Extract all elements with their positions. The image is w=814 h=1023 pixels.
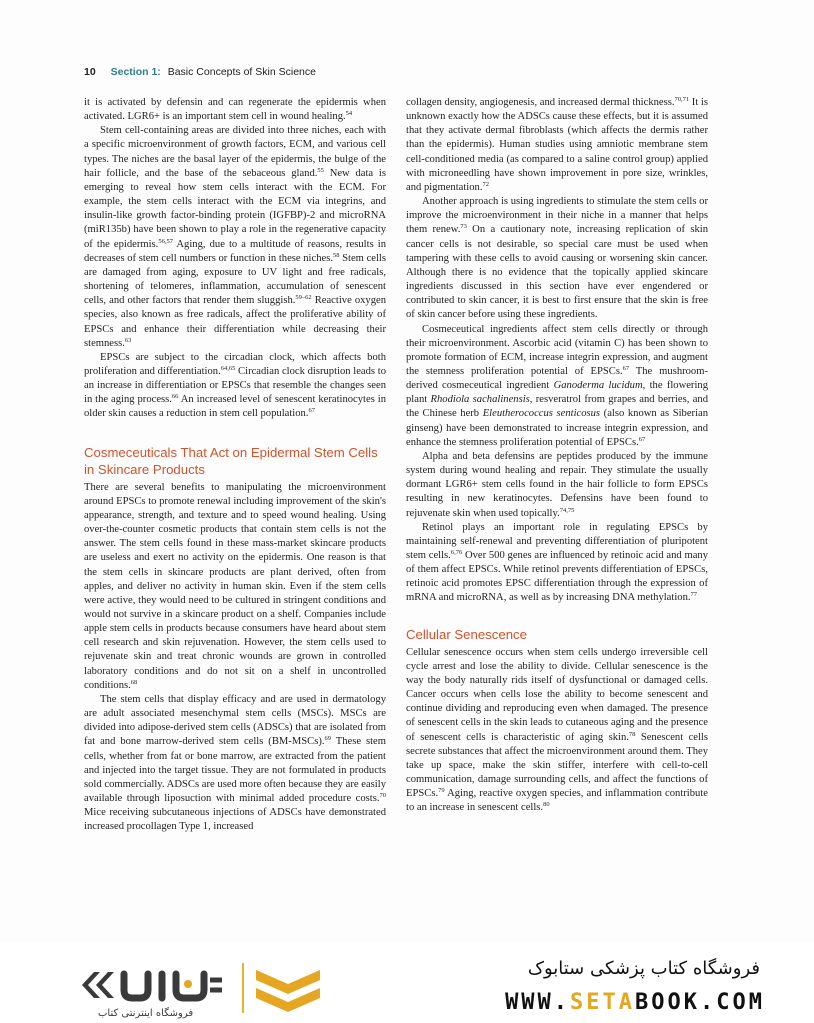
citation: 78 <box>628 730 636 738</box>
citation: 58 <box>332 251 340 259</box>
citation: 77 <box>690 591 698 599</box>
paragraph: The stem cells that display efficacy and are used in dermatology are adult associated mesenchymal stem cells (MSCs). MSCs are divided into adipose-derived stem cells (ADSCs) that are isolated from fat and bone marrow-derived stem cells (BM-MSCs).$^{69}$ These stem cells, whether from fat or bone marrow, are extracted from the patient and injected into the target tissue. They are not formulated in products sold commercially. ADSCs are used more often because they are easily available through liposuction with minimal added procedure costs.$^{70}$ Mice receiving subcutaneous injections of ADSCs have demonstrated increased procollagen Type 1, increased <box>84 693 386 833</box>
citation: 67 <box>638 435 646 443</box>
citation: 59–62 <box>295 294 312 302</box>
citation: 72 <box>482 180 489 188</box>
citation: 70 <box>379 792 386 800</box>
citation: 67 <box>622 364 630 372</box>
citation: 55 <box>317 166 324 174</box>
right-column <box>406 96 708 816</box>
citation: 69 <box>324 735 332 743</box>
chevron-logo-icon <box>252 962 324 1018</box>
citation: 68 <box>130 678 138 686</box>
paragraph: There are several benefits to manipulating the microenvironment around EPSCs to promote renewal including improvement of the skin's appearance, strength, and texture and to speed wound healing. Using over-the-counter cosmetic products that contain stem cells is not the answer. The stem cells found in these mass-market skincare products are useless and exert no activity on the epidermis. One reason is that the stem cells in skincare products are plant derived, often from apples, and deliver no activity in human skin. Even if the stem cells were active, they would need to be cultured in stringent conditions and would not survive in a skincare product on a shelf. Companies include apple stem cells in products because consumers have heard about stem cell research and skin rejuvenation. However, the stem cells used to rejuvenate skin and treat chronic wounds are grown in controlled laboratory conditions and do not sit on a shelf in uncontrolled conditions.$^{68}$ <box>84 481 386 691</box>
divider <box>242 963 244 1013</box>
citation: 79 <box>438 787 445 795</box>
citation: 63 <box>124 336 132 344</box>
citation: 80 <box>543 801 550 809</box>
shop-url: WWW.SETABOOK.COM <box>505 990 765 1015</box>
paragraph: Alpha and beta defensins are peptides produced by the immune system during wound healing and repair. They stimulate the usually dormant LGR6+ stem cells found in the hair follicle to form EPSCs resulting in new keratinocytes. Defensins have been found to rejuvenate skin when used topically.$^{74,75}$ <box>406 450 708 519</box>
left-column <box>84 96 386 835</box>
species-name: Eleutherococcus senticosus <box>482 408 601 420</box>
citation: 54 <box>345 110 353 118</box>
page-number: 10 <box>84 66 96 78</box>
citation: 64,65 <box>220 364 236 372</box>
citation: 56,57 <box>158 237 173 245</box>
section-heading-cosmeceuticals: Cosmeceuticals That Act on Epidermal Stem Cells in Skincare Products <box>84 444 378 477</box>
paragraph: Another approach is using ingredients to stimulate the stem cells or improve the microenvironment in their niche in a manner that helps them renew.$^{73}$ On a cautionary note, increasing replication of skin cancer cells is not desirable, so special care must be used when tampering with these cells to avoid causing or worsening skin cancer. Although there is no evidence that the topically applied skincare ingredients discussed in this section have ever engendered or contributed to skin cancer, it is best to first ensure that the skin is free of skin cancer before using these ingredients. <box>406 196 709 321</box>
citation: 6,76 <box>450 549 463 556</box>
paragraph: Cosmeceutical ingredients affect stem cells directly or through their microenvironment. Ascorbic acid (vitamin C) has been shown to promote formation of ECM, increase integrin expression, and augment the stemness proliferation potential of EPSCs.$^{67}$ The mushroom-derived cosmeceutical ingredient Ganoderma lucidum, the flowering plant Rhodiola sachalinensis, resveratrol from grapes and berries, and the Chinese herb Eleutherococcus senticosus (also known as Siberian ginseng) have been demonstrated to increase integrin expression, and enhance the stemness proliferation potential of EPSCs.$^{67}$ <box>406 323 709 448</box>
shop-title: فروشگاه کتاب پزشکی ستابوک <box>527 958 760 979</box>
paragraph: collagen density, angiogenesis, and increased dermal thickness.$^{70,71}$ It is unknown exactly how the ADSCs cause these effects, but it is assumed that they activate dermal fibroblasts (which affects the dermis rather than the epidermis). Human studies using amniotic membrane stem cell-conditioned media (as compared to a saline control group) applied with microneedling have shown improvement in pore size, wrinkles, and pigmentation.$^{72}$ <box>406 96 708 193</box>
running-header <box>84 66 316 78</box>
setabook-logo-icon <box>78 960 228 1010</box>
citation: 67 <box>308 407 315 415</box>
section-title: Basic Concepts of Skin Science <box>167 66 316 78</box>
species-name: Rhodiola sachalinensis <box>430 394 530 406</box>
section-label: Section 1: <box>110 66 161 78</box>
citation: 73 <box>460 223 467 231</box>
paragraph: EPSCs are subject to the circadian clock, which affects both proliferation and differentiation.$^{64,65}$ Circadian clock disruption leads to an increase in differentiation or EPSCs that resemble the changes seen in the aging process.$^{66}$ An increased level of senescent keratinocytes in older skin causes a reduction in stem cell population.$^{67}$ <box>84 351 386 420</box>
species-name: Ganoderma lucidum <box>553 380 643 392</box>
citation: 70,71 <box>674 96 690 103</box>
logo-subtitle: فروشگاه اینترنتی کتاب <box>98 1008 194 1019</box>
paragraph: Cellular senescence occurs when stem cells undergo irreversible cell cycle arrest and lose the ability to divide. Cellular senescence is the way the body naturally rids itself of dysfunctional or damaged cells. Cancer occurs when cells lose the ability to become senescent and continue dividing and reproducing even when damaged. The presence of senescent cells in the skin leads to cutaneous aging and the presence of senescent cells is characteristic of aging skin.$^{78}$ Senescent cells secrete substances that affect the microenvironment around them. They take up space, make the skin stiffer, interfere with cell-to-cell communication, damage surrounding cells, and affect the functions of EPSCs.$^{79}$ Aging, reactive oxygen species, and inflammation contribute to an increase in senescent cells.$^{80}$ <box>406 646 709 814</box>
citation: 66 <box>171 393 179 401</box>
paragraph: Stem cell-containing areas are divided into three niches, each with a specific microenvironment of growth factors, ECM, and various cell types. The niches are the basal layer of the epidermis, the bulge of the hair follicle, and the base of the sebaceous gland.$^{55}$ New data is emerging to reveal how stem cells interact with the ECM. For example, the stem cells interact with the ECM via integrins, and insulin-like growth factor-binding protein (IGFBP)-2 and microRNA (miR135b) have been shown to play a role in the regenerative capacity of the epidermis.$^{56,57}$ Aging, due to a multitude of reasons, results in decreases of stem cell numbers or function in these niches.$^{58}$ Stem cells are damaged from aging, exposure to UV light and free radicals, shortening of telomeres, inflammation, accumulation of senescent cells, and other factors that render them sluggish.$^{59-62}$ Reactive oxygen species, also known as free radicals, affect the proliferative ability of EPSCs and enhance their differentiation while decreasing their stemness.$^{63}$ <box>84 125 387 349</box>
paragraph: it is activated by defensin and can regenerate the epidermis when activated. LGR6+ is an important stem cell in wound healing.$^{54}$ <box>84 97 386 123</box>
citation: 74,75 <box>559 506 575 514</box>
section-heading-cellular-senescence: Cellular Senescence <box>406 626 527 642</box>
paragraph: Retinol plays an important role in regulating EPSCs by maintaining self-renewal and preventing differentiation of pluripotent stem cells.$^{6,76}$ Over 500 genes are influenced by retinoic acid and many of them affect EPSCs. While retinol prevents differentiation of EPSCs, retinoic acid promotes EPSC differentiation through the expression of mRNA and microRNA, as well as by increasing DNA methylation.$^{77}$ <box>406 521 708 604</box>
